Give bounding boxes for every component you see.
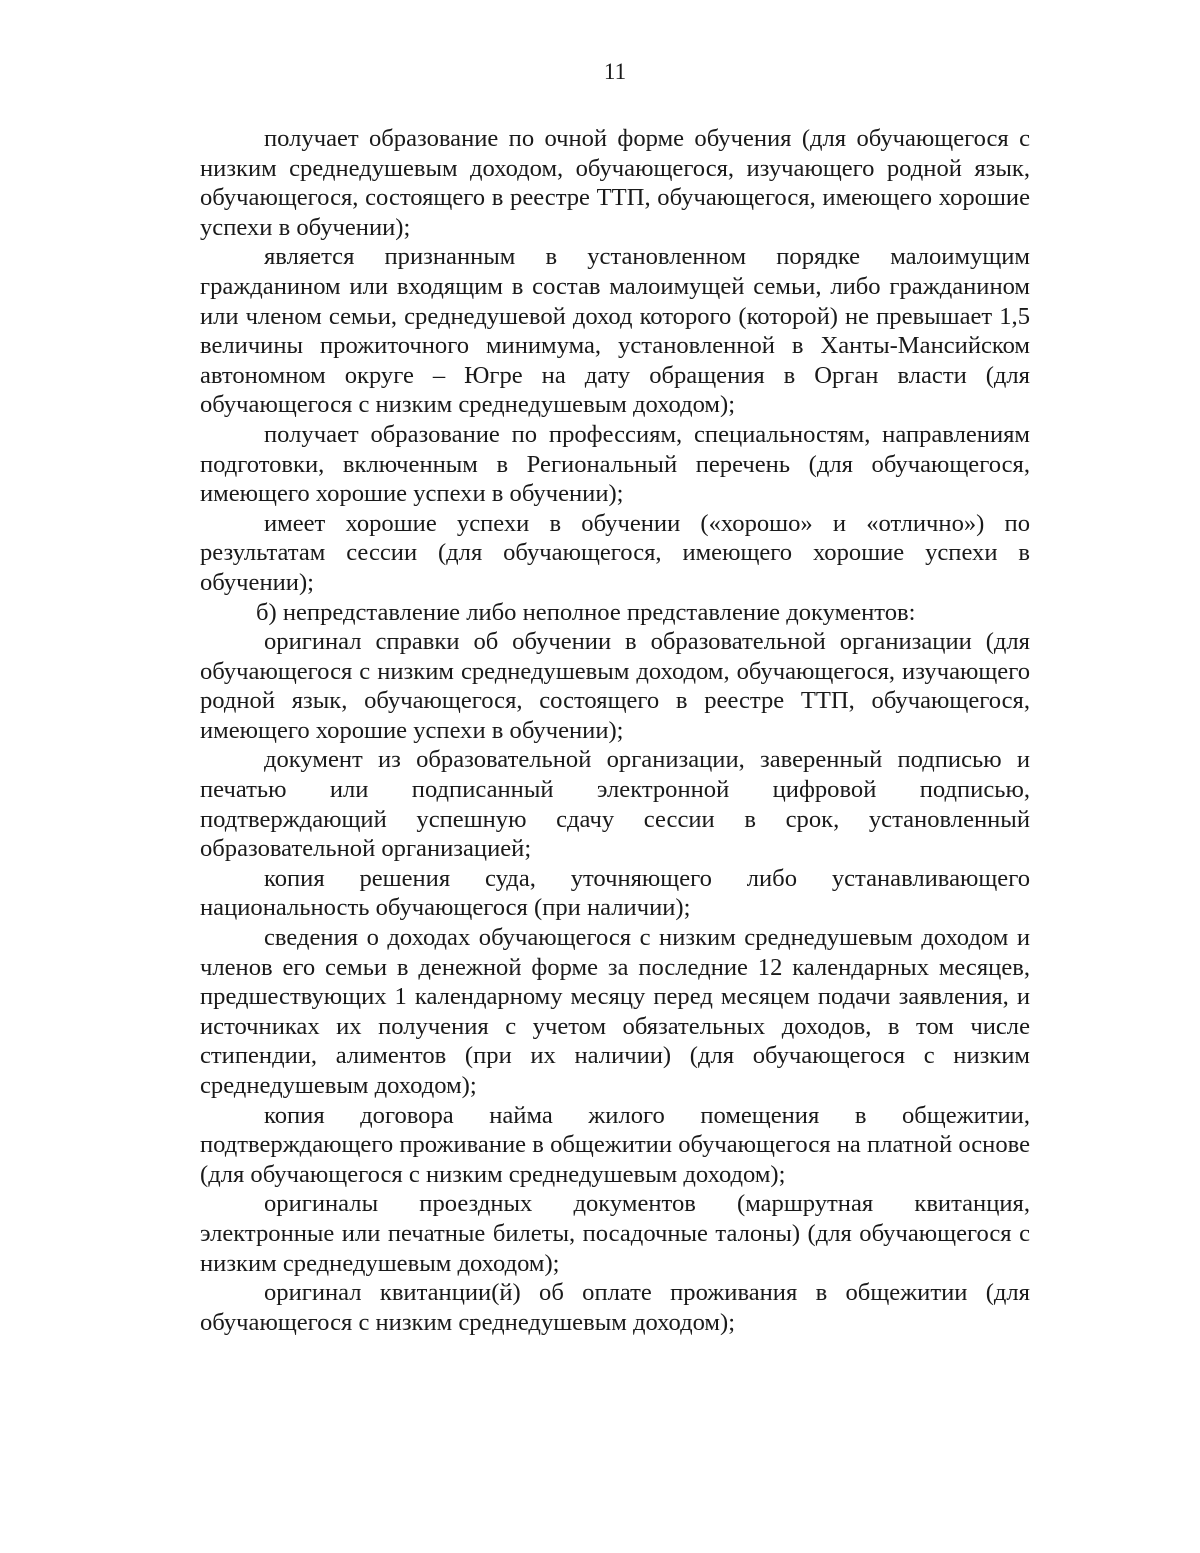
paragraph-dormitory-payment-receipt: оригинал квитанции(й) об оплате проживания в общежитии (для обучающегося с низким среднедушевым доходом); (200, 1279, 1030, 1336)
paragraph-education-regional-list: получает образование по профессиям, специальностям, направлениям подготовки, включенным в Региональный перечень (для обучающегося, имеющего хорошие успехи в обучении); (200, 420, 1030, 508)
paragraph-good-grades: имеет хорошие успехи в обучении («хорошо» и «отлично») по результатам сессии (для обучающегося, имеющего хорошие успехи в обучении); (200, 509, 1030, 596)
paragraph-income-information: сведения о доходах обучающегося с низким среднедушевым доходом и членов его семьи в денежной форме за последние 12 календарных месяцев, предшествующих 1 календарному месяцу перед месяцем подачи заявления, и источниках их получения с учетом обязательных доходов, в том числе стипендии, алиментов (при их наличии) (для обучающегося с низким среднедушевым доходом); (200, 924, 1030, 1099)
paragraph-travel-documents: оригиналы проездных документов (маршрутная квитанция, электронные или печатные билеты, посадочные талоны) (для обучающегося с низким среднедушевым доходом); (200, 1190, 1030, 1277)
document-body (200, 124, 1030, 1337)
paragraph-court-decision-copy: копия решения суда, уточняющего либо устанавливающего национальность обучающегося (при наличии); (200, 864, 1030, 922)
paragraph-education-full-time: получает образование по очной форме обучения (для обучающегося с низким среднедушевым доходом, обучающегося, изучающего родной язык, обучающегося, состоящего в реестре ТТП, обучающегося, имеющего хорошие успехи в обучении); (200, 125, 1030, 241)
paragraph-session-document: документ из образовательной организации, заверенный подписью и печатью или подписанный электронной цифровой подписью, подтверждающий успешную сдачу сессии в срок, установленный образовательной организацией; (200, 746, 1030, 863)
paragraph-dormitory-lease-copy: копия договора найма жилого помещения в общежитии, подтверждающего проживание в общежитии обучающегося на платной основе (для обучающегося с низким среднедушевым доходом); (200, 1101, 1030, 1188)
paragraph-enrollment-certificate: оригинал справки об обучении в образовательной организации (для обучающегося с низким среднедушевым доходом, обучающегося, изучающего родной язык, обучающегося, состоящего в реестре ТТП, обучающегося, имеющего хорошие успехи в обучении); (200, 628, 1030, 744)
paragraph-low-income-status: является признанным в установленном порядке малоимущим гражданином или входящим в состав малоимущей семьи, либо гражданином или членом семьи, среднедушевой доход которого (которой) не превышает 1,5 величины прожиточного минимума, установленной в Ханты-Мансийском автономном округе – Югре на дату обращения в Орган власти (для обучающегося с низким среднедушевым доходом); (200, 243, 1030, 419)
page-number: 11 (603, 59, 627, 84)
paragraph-missing-documents-heading: б) непредставление либо неполное представление документов: (256, 598, 916, 626)
